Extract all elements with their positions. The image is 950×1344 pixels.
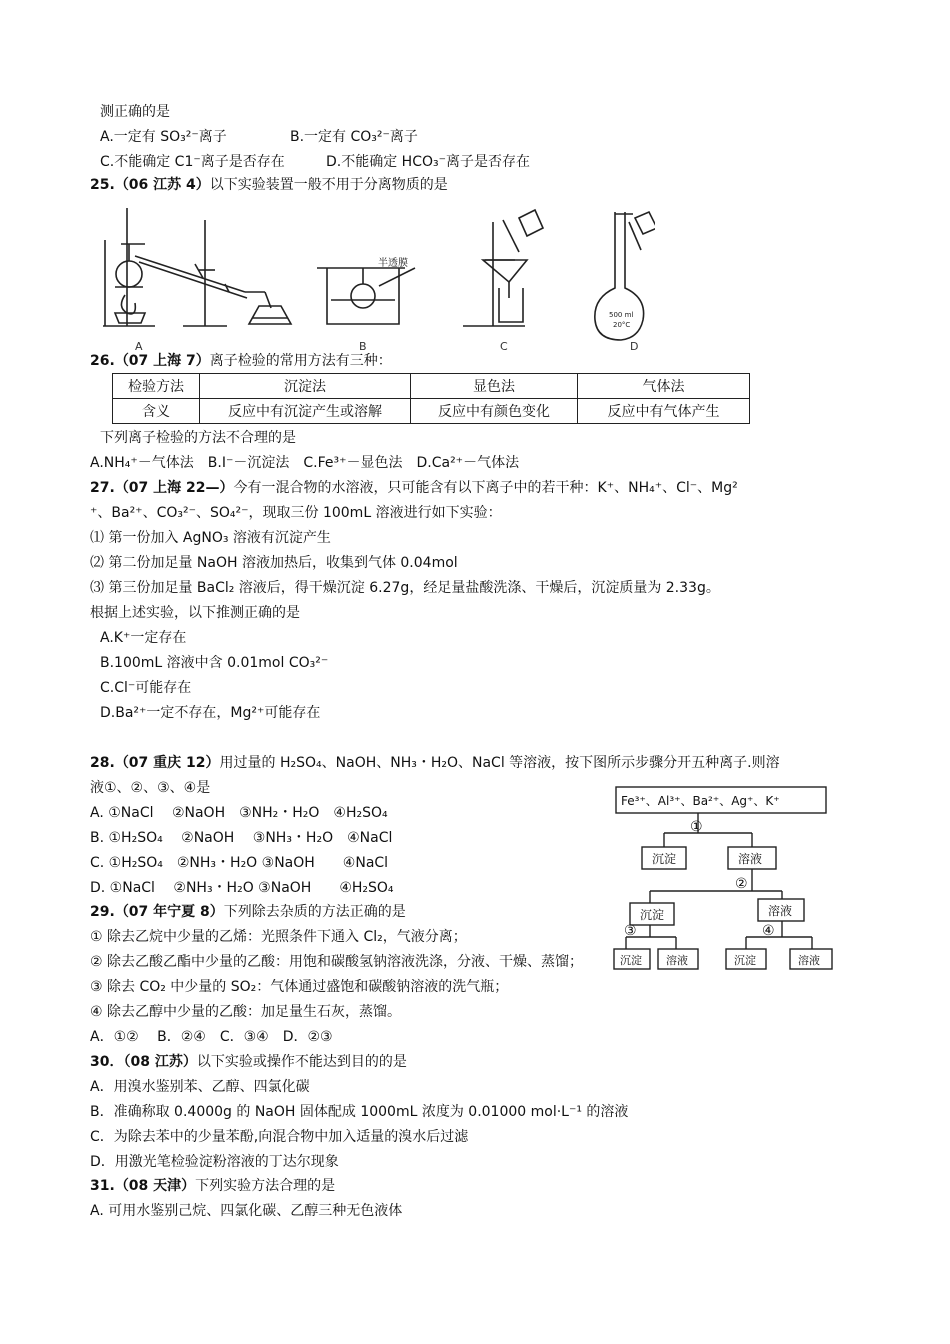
q29-item3: ③ 除去 CO₂ 中少量的 SO₂：气体通过盛饱和碳酸钠溶液的洗气瓶； xyxy=(90,979,509,995)
diagram-precipitate-4: 沉淀 xyxy=(734,954,756,967)
q27-source: （07 上海 22—） xyxy=(114,480,234,496)
table-cell: 气体法 xyxy=(578,374,750,399)
q28-number: 28. xyxy=(90,755,115,771)
q26-stem xyxy=(90,351,392,371)
q30-stem xyxy=(90,1052,407,1072)
table-cell: 检验方法 xyxy=(113,374,200,399)
diagram-step3-label: ③ xyxy=(624,923,637,939)
diagram-step1-label: ① xyxy=(690,819,703,835)
q27-option-d: D.Ba²⁺一定不存在，Mg²⁺可能存在 xyxy=(100,705,321,721)
q25-number: 25. xyxy=(90,177,115,193)
q30-option-c: C．为除去苯中的少量苯酚,向混合物中加入适量的溴水后过滤 xyxy=(90,1129,469,1145)
q27-option-b: B.100mL 溶液中含 0.01mol CO₃²⁻ xyxy=(100,655,329,671)
table-header-row xyxy=(113,374,750,399)
q28-stem-line1 xyxy=(90,753,780,773)
diagram-precipitate-3: 沉淀 xyxy=(620,954,642,967)
flask-temp-label: 20°C xyxy=(613,321,631,329)
q29-item4: ④ 除去乙醇中少量的乙酸：加足量生石灰，蒸馏。 xyxy=(90,1004,401,1020)
q28-option-a: A. ①NaCl ②NaOH ③NH₂・H₂O ④H₂SO₄ xyxy=(90,805,388,821)
q26-question: 下列离子检验的方法不合理的是 xyxy=(100,430,296,446)
diagram-step2-label: ② xyxy=(735,876,748,892)
q30-option-d: D．用激光笔检验淀粉溶液的丁达尔现象 xyxy=(90,1154,339,1170)
q28-option-b: B. ①H₂SO₄ ②NaOH ③NH₃・H₂O ④NaCl xyxy=(90,830,393,846)
q27-stem-line1 xyxy=(90,478,738,498)
table-cell: 含义 xyxy=(113,399,200,424)
q29-source: （07 年宁夏 8） xyxy=(114,904,224,920)
q27-step3: ⑶ 第三份加足量 BaCl₂ 溶液后，得干燥沉淀 6.27g，经足量盐酸洗涤、干燥后，沉淀质量为 2.33g。 xyxy=(90,580,720,596)
table-cell: 反应中有气体产生 xyxy=(578,399,750,424)
q28-option-c: C. ①H₂SO₄ ②NH₃・H₂O ③NaOH ④NaCl xyxy=(90,855,389,871)
q26-source: （07 上海 7） xyxy=(114,353,210,369)
q25-source: （06 江苏 4） xyxy=(114,177,210,193)
q28-text: 用过量的 H₂SO₄、NaOH、NH₃・H₂O、NaCl 等溶液，按下图所示步骤分开五种离子.则溶 xyxy=(219,755,780,771)
q31-stem xyxy=(90,1176,335,1196)
diagram-solution-2: 溶液 xyxy=(768,904,793,918)
diagram-precipitate-1: 沉淀 xyxy=(652,852,677,866)
q28-source: （07 重庆 12） xyxy=(114,755,220,771)
q29-options: A．①② B．②④ C．③④ D．②③ xyxy=(90,1029,333,1045)
q30-option-a: A．用溴水鉴别苯、乙醇、四氯化碳 xyxy=(90,1079,310,1095)
q30-source: （08 江苏） xyxy=(123,1054,197,1070)
diagram-solution-4: 溶液 xyxy=(798,954,820,967)
table-cell: 显色法 xyxy=(411,374,578,399)
q27-number: 27. xyxy=(90,480,115,496)
apparatus-label-a: A xyxy=(135,340,143,353)
q24-stem-tail: 测正确的是 xyxy=(100,104,170,120)
table-cell: 反应中有沉淀产生或溶解 xyxy=(200,399,411,424)
diagram-solution-1: 溶液 xyxy=(738,852,763,866)
q24-option-a: A.一定有 SO₃²⁻离子 xyxy=(100,129,227,145)
diagram-step4-label: ④ xyxy=(762,923,775,939)
q24-option-d: D.不能确定 HCO₃⁻离子是否存在 xyxy=(326,154,531,170)
apparatus-label-d: D xyxy=(630,340,639,353)
q26-options: A.NH₄⁺－气体法 B.I⁻－沉淀法 C.Fe³⁺－显色法 D.Ca²⁺－气体法 xyxy=(90,455,520,471)
q28-separation-diagram xyxy=(612,785,844,975)
q29-item1: ① 除去乙烷中少量的乙烯：光照条件下通入 Cl₂，气液分离； xyxy=(90,929,467,945)
q30-text: 以下实验或操作不能达到目的的是 xyxy=(196,1054,407,1070)
q31-source: （08 天津） xyxy=(114,1178,196,1194)
q29-stem xyxy=(90,902,406,922)
q27-stem-line2: ⁺、Ba²⁺、CO₃²⁻、SO₄²⁻，现取三份 100mL 溶液进行如下实验： xyxy=(90,505,502,521)
q27-option-a: A.K⁺一定存在 xyxy=(100,630,187,646)
q27-option-c: C.Cl⁻可能存在 xyxy=(100,680,192,696)
diagram-ion-list: Fe³⁺、Al³⁺、Ba²⁺、Ag⁺、K⁺ xyxy=(621,794,780,808)
q27-text: 今有一混合物的水溶液，只可能含有以下离子中的若干种：K⁺、NH₄⁺、Cl⁻、Mg² xyxy=(233,480,738,496)
q31-number: 31. xyxy=(90,1178,115,1194)
q26-text: 离子检验的常用方法有三种： xyxy=(209,353,392,369)
q31-option-a: A. 可用水鉴别己烷、四氯化碳、乙醇三种无色液体 xyxy=(90,1203,403,1219)
diagram-solution-3: 溶液 xyxy=(666,954,688,967)
table-row xyxy=(113,399,750,424)
q27-step2: ⑵ 第二份加足量 NaOH 溶液加热后，收集到气体 0.04mol xyxy=(90,555,458,571)
q24-option-c: C.不能确定 C1⁻离子是否存在 xyxy=(100,154,285,170)
table-cell: 反应中有颜色变化 xyxy=(411,399,578,424)
q29-number: 29. xyxy=(90,904,115,920)
q29-item2: ② 除去乙酸乙酯中少量的乙酸：用饱和碳酸氢钠溶液洗涤，分液、干燥、蒸馏； xyxy=(90,954,583,970)
flask-capacity-label: 500 ml xyxy=(609,311,634,319)
q25-apparatus-figure xyxy=(95,200,655,360)
q25-text: 以下实验装置一般不用于分离物质的是 xyxy=(209,177,448,193)
diagram-precipitate-2: 沉淀 xyxy=(640,908,665,922)
q31-text: 下列实验方法合理的是 xyxy=(195,1178,336,1194)
apparatus-label-c: C xyxy=(500,340,508,353)
q25-stem xyxy=(90,175,448,195)
q30-number: 30． xyxy=(90,1054,124,1070)
q28-option-d: D. ①NaCl ②NH₃・H₂O ③NaOH ④H₂SO₄ xyxy=(90,880,394,896)
q30-option-b: B．准确称取 0.4000g 的 NaOH 固体配成 1000mL 浓度为 0.01000 mol·L⁻¹ 的溶液 xyxy=(90,1104,629,1120)
q24-option-b: B.一定有 CO₃²⁻离子 xyxy=(290,129,418,145)
apparatus-label-b: B xyxy=(359,340,367,353)
q26-method-table xyxy=(112,373,750,424)
q27-step1: ⑴ 第一份加入 AgNO₃ 溶液有沉淀产生 xyxy=(90,530,331,546)
q29-text: 下列除去杂质的方法正确的是 xyxy=(223,904,406,920)
membrane-label: 半透膜 xyxy=(378,258,408,269)
q27-question: 根据上述实验，以下推测正确的是 xyxy=(90,605,300,621)
q26-number: 26. xyxy=(90,353,115,369)
table-cell: 沉淀法 xyxy=(200,374,411,399)
q28-stem-line2: 液①、②、③、④是 xyxy=(90,780,211,796)
